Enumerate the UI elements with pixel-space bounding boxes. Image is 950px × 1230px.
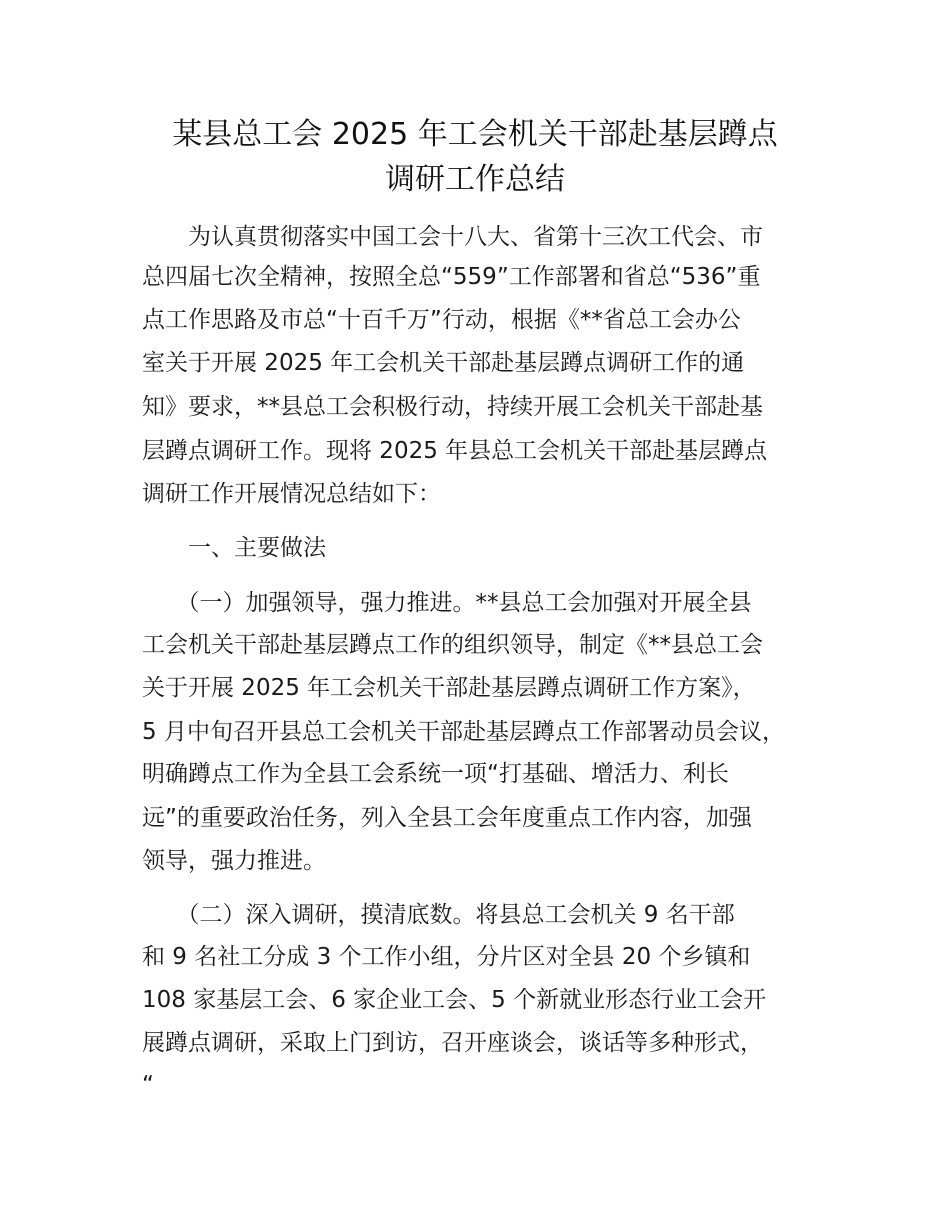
- body-line: 远”的重要政治任务，列入全县工会年度重点工作内容，加强: [142, 805, 752, 831]
- body-line: 总四届七次全精神，按照全总“559”工作部署和省总“536”重: [142, 264, 761, 290]
- body-line: 108 家基层工会、6 家企业工会、5 个新就业形态行业工会开: [142, 987, 767, 1013]
- document-title-line-2: 调研工作总结: [385, 162, 565, 197]
- body-line: 工会机关干部赴基层蹲点工作的组织领导，制定《**县总工会: [142, 632, 763, 658]
- body-line: （一）加强领导，强力推进。**县总工会加强对开展全县: [142, 590, 752, 616]
- body-line: 领导，强力推进。: [142, 848, 326, 874]
- body-line: 调研工作开展情况总结如下：: [142, 481, 441, 507]
- body-line: “: [142, 1072, 154, 1098]
- body-line: 层蹲点调研工作。现将 2025 年县总工会机关干部赴基层蹲点: [142, 438, 768, 464]
- body-line: （二）深入调研，摸清底数。将县总工会机关 9 名干部: [142, 902, 735, 928]
- document-title-line-1: 某县总工会 2025 年工会机关干部赴基层蹲点: [172, 117, 778, 152]
- body-line: 和 9 名社工分成 3 个工作小组，分片区对全县 20 个乡镇和: [142, 944, 751, 970]
- body-line: 室关于开展 2025 年工会机关干部赴基层蹲点调研工作的通: [142, 350, 745, 376]
- body-line: 点工作思路及市总“十百千万”行动，根据《**省总工会办公: [142, 307, 741, 333]
- body-line: 为认真贯彻落实中国工会十八大、省第十三次工代会、市: [142, 224, 763, 250]
- body-line: 明确蹲点工作为全县工会系统一项“打基础、增活力、利长: [142, 761, 729, 787]
- body-line: 知》要求，**县总工会积极行动，持续开展工会机关干部赴基: [142, 394, 763, 420]
- section-heading: 一、主要做法: [142, 535, 326, 561]
- body-line: 5 月中旬召开县总工会机关干部赴基层蹲点工作部署动员会议，: [142, 719, 785, 745]
- body-line: 关于开展 2025 年工会机关干部赴基层蹲点调研工作方案》，: [142, 675, 756, 701]
- body-line: 展蹲点调研，采取上门到访，召开座谈会，谈话等多种形式，: [142, 1030, 763, 1056]
